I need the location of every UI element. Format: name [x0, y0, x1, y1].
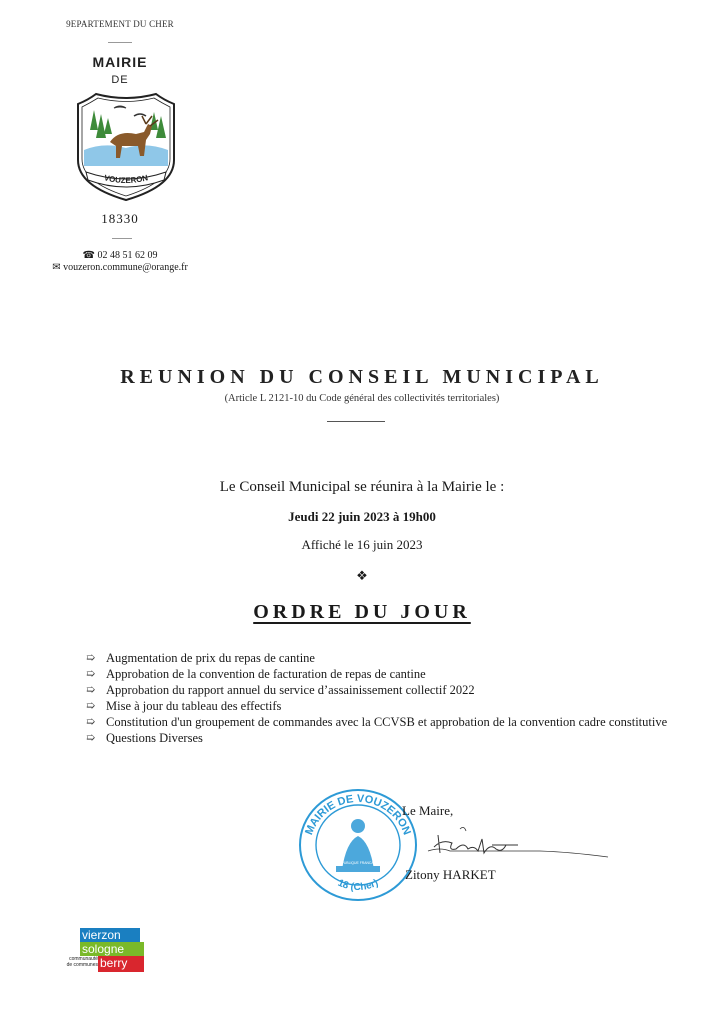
logo-small-text: [56, 956, 100, 968]
posted-date: Affiché le 16 juin 2023: [301, 537, 423, 552]
arrow-icon: ➯: [86, 668, 96, 680]
postal-code: 18330: [101, 211, 139, 226]
meeting-date: Jeudi 22 juin 2023 à 19h00: [288, 509, 436, 524]
mail-icon: ✉: [52, 262, 61, 273]
coat-of-arms-icon: [74, 90, 178, 202]
agenda-title: [0, 601, 724, 624]
phone-number: 02 48 51 62 09: [97, 250, 158, 261]
agenda-item-text: Approbation de la convention de facturation de repas de cantine: [106, 667, 426, 681]
ccvsb-logo: [56, 928, 146, 974]
arrow-icon: ➯: [86, 652, 96, 664]
crest-text: VOUZERON: [103, 173, 149, 186]
logo-line1: vierzon: [80, 928, 140, 942]
logo-line3: berry: [98, 956, 144, 972]
stamp-banner-text: REPUBLIQUE FRANCAISE: [336, 861, 380, 865]
list-item: [82, 666, 682, 682]
arrow-icon: ➯: [86, 716, 96, 728]
stamp-bottom-text: 18 (Cher): [336, 877, 381, 894]
divider: [112, 238, 132, 239]
svg-text:18 (Cher): [336, 878, 380, 893]
phone-line: [40, 250, 200, 261]
email-line: [40, 262, 200, 273]
signatory-role: Le Maire,: [402, 803, 454, 818]
agenda-title-text: ORDRE DU JOUR: [253, 601, 471, 623]
stamp-top-text: MAIRIE DE VOUZERON: [303, 792, 413, 837]
logo-small1: communauté: [69, 956, 98, 962]
divider: [108, 42, 132, 43]
divider: [327, 421, 385, 422]
agenda-list: [82, 650, 682, 746]
department-label: 9EPARTEMENT DU CHER: [66, 19, 174, 29]
mairie-label: MAIRIE: [92, 54, 148, 70]
agenda-item-text: Mise à jour du tableau des effectifs: [106, 699, 282, 713]
agenda-item-text: Augmentation de prix du repas de cantine: [106, 651, 315, 665]
list-item: [82, 714, 682, 730]
list-item: [82, 698, 682, 714]
list-item: [82, 682, 682, 698]
logo-line2: sologne: [80, 942, 144, 956]
email-address: vouzeron.commune@orange.fr: [63, 262, 188, 273]
list-item: [82, 730, 682, 746]
agenda-item-text: Questions Diverses: [106, 731, 203, 745]
agenda-item-text: Approbation du rapport annuel du service d’assainissement collectif 2022: [106, 683, 475, 697]
phone-icon: ☎: [82, 250, 95, 261]
document-subtitle: (Article L 2121-10 du Code général des collectivités territoriales): [224, 393, 500, 404]
separator-ornament: ❖: [356, 568, 368, 583]
convocation-text: Le Conseil Municipal se réunira à la Mairie le :: [219, 479, 505, 495]
logo-small2: de communes: [66, 962, 98, 968]
list-item: [82, 650, 682, 666]
document-title: REUNION DU CONSEIL MUNICIPAL: [120, 366, 604, 388]
signatory-name: Zitony HARKET: [405, 867, 496, 882]
agenda-item-text: Constitution d'un groupement de commandes avec la CCVSB et approbation de la convention cadre constitutive: [106, 715, 668, 729]
arrow-icon: ➯: [86, 732, 96, 744]
de-label: DE: [111, 74, 129, 86]
handwritten-signature-icon: [420, 825, 610, 870]
arrow-icon: ➯: [86, 684, 96, 696]
arrow-icon: ➯: [86, 700, 96, 712]
